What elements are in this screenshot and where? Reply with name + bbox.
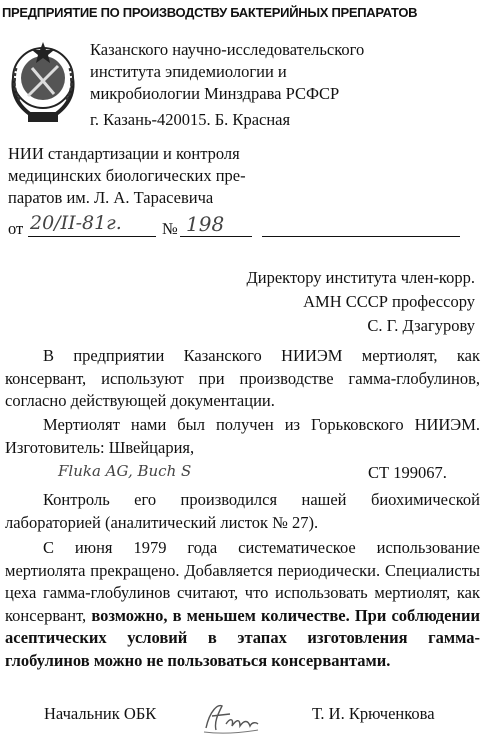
date-handwritten: 20/II-81г. [30, 212, 122, 234]
signatory-title: Начальник ОБК [44, 704, 157, 723]
body-paragraph-4 [5, 537, 480, 672]
body-paragraph-2: Мертиолят нами был получен из Горьковского НИИЭМ. Изготовитель: Швейцария, [5, 415, 480, 457]
number-label: № [162, 219, 178, 238]
paragraph-4-bold-text: возможно, в меньшем количестве. При соблюдении асептических условий в этапах изготовления гамма-глобулинов можно не пользоваться консервантами. [5, 605, 480, 670]
signature-icon [200, 700, 260, 736]
from-label: от [8, 219, 24, 238]
number-handwritten: 198 [186, 212, 225, 236]
sender-line-1: Казанского научно-исследовательского [90, 40, 365, 59]
state-emblem-icon [6, 38, 80, 128]
reference-blank-line [262, 236, 460, 237]
addressee-line-1: Директору института член-корр. [246, 268, 475, 287]
paragraph-4-text: С июня 1979 года систематическое использование мертиолята прекращено. Добавляется периодически. Специалисты цеха гамма-глобулинов считают, что использовать мертиолят, как консервант, [5, 538, 480, 625]
recipient-org-line-2: медицинских биологических пре- [8, 166, 246, 185]
number-underline [180, 236, 252, 237]
manufacturer-handwritten: Fluka AG, Buch S [58, 462, 192, 480]
addressee-line-3: С. Г. Дзагурову [367, 316, 475, 335]
body-paragraph-3: Контроль его производился нашей биохимической лабораторией (аналитический листок № 27). [5, 490, 480, 532]
signatory-name: Т. И. Крюченкова [312, 704, 435, 723]
sender-address: г. Казань-420015. Б. Красная [90, 110, 291, 129]
ct-number: СТ 199067. [368, 463, 447, 482]
sender-line-2: института эпидемиологии и [90, 62, 287, 81]
organization-header: ПРЕДПРИЯТИЕ ПО ПРОИЗВОДСТВУ БАКТЕРИЙНЫХ ПРЕПАРАТОВ [2, 5, 418, 20]
addressee-line-2: АМН СССР профессору [303, 292, 475, 311]
sender-line-3: микробиологии Минздрава РСФСР [90, 84, 340, 103]
date-underline [28, 236, 156, 237]
body-paragraph-1: В предприятии Казанского НИИЭМ мертиолят, как консервант, используют при производстве гамма-глобулинов, согласно действующей документации. [5, 346, 480, 410]
recipient-org-line-1: НИИ стандартизации и контроля [8, 144, 240, 163]
recipient-org-line-3: паратов им. Л. А. Тарасевича [8, 188, 214, 207]
